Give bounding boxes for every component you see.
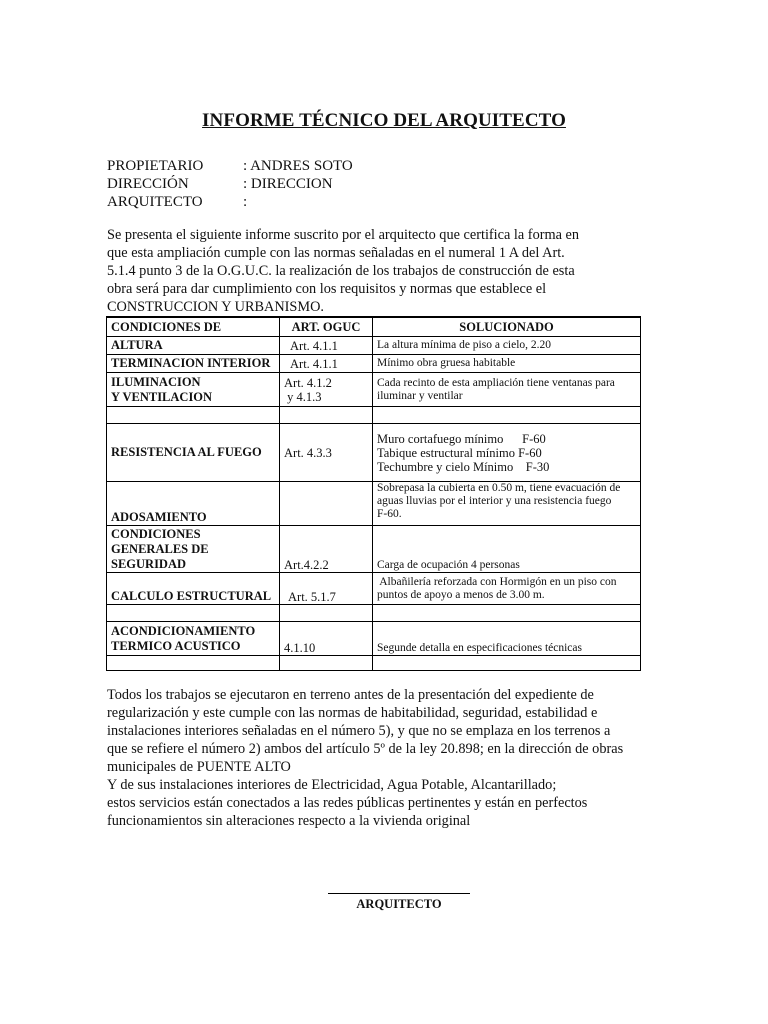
row-condition: CALCULO ESTRUCTURAL (107, 573, 280, 605)
header-art-oguc: ART. OGUC (280, 317, 373, 337)
closing-line: municipales de PUENTE ALTO (107, 759, 291, 775)
table-row (107, 337, 641, 355)
row-solution: Mínimo obra gruesa habitable (373, 355, 641, 373)
closing-line: instalaciones interiores señaladas en el número 5), y que no se emplaza en los terrenos a (107, 723, 611, 739)
row-article (280, 605, 373, 622)
field-value: : ANDRES SOTO (243, 158, 353, 174)
field-value: : (243, 194, 248, 210)
table-header-row (107, 317, 641, 337)
row-solution: Segunde detalla en especificaciones técnicas (373, 622, 641, 656)
closing-line: Y de sus instalaciones interiores de Electricidad, Agua Potable, Alcantarillado; (107, 777, 557, 793)
field-value: : DIRECCION (243, 176, 333, 192)
conditions-table (106, 316, 641, 671)
table-row (107, 482, 641, 526)
row-condition: ACONDICIONAMIENTO TERMICO ACUSTICO (107, 622, 280, 656)
row-article: 4.1.10 (280, 622, 373, 656)
table-row (107, 605, 641, 622)
intro-line: 5.1.4 punto 3 de la O.G.U.C. la realización de los trabajos de construcción de esta (107, 263, 575, 279)
row-article: Art. 5.1.7 (280, 573, 373, 605)
row-solution (373, 656, 641, 671)
row-solution: Cada recinto de esta ampliación tiene ventanas para iluminar y ventilar (373, 373, 641, 407)
table-row (107, 355, 641, 373)
row-solution: Sobrepasa la cubierta en 0.50 m, tiene evacuación de aguas lluvias por el interior y una resistencia fuego F-60. (373, 482, 641, 526)
table-row (107, 407, 641, 424)
field-label: DIRECCIÓN (107, 176, 189, 192)
row-condition: TERMINACION INTERIOR (107, 355, 280, 373)
table-row (107, 656, 641, 671)
table-row (107, 573, 641, 605)
row-condition: ILUMINACION Y VENTILACION (107, 373, 280, 407)
row-solution: La altura mínima de piso a cielo, 2.20 (373, 337, 641, 355)
field-label: PROPIETARIO (107, 158, 204, 174)
intro-line: obra será para dar cumplimiento con los requisitos y normas que establece el (107, 281, 547, 297)
document-title: INFORME TÉCNICO DEL ARQUITECTO (202, 110, 566, 131)
table-row (107, 424, 641, 482)
row-condition: CONDICIONES GENERALES DE SEGURIDAD (107, 526, 280, 573)
intro-line: que esta ampliación cumple con las normas señaladas en el numeral 1 A del Art. (107, 245, 565, 261)
header-solucionado: SOLUCIONADO (373, 317, 641, 337)
row-article: Art. 4.1.1 (280, 337, 373, 355)
signature-line (328, 893, 470, 894)
field-arquitecto (107, 193, 247, 211)
row-solution: Carga de ocupación 4 personas (373, 526, 641, 573)
row-article (280, 656, 373, 671)
row-condition: ADOSAMIENTO (107, 482, 280, 526)
row-solution (373, 605, 641, 622)
table-row (107, 373, 641, 407)
row-condition (107, 656, 280, 671)
table-row (107, 622, 641, 656)
field-propietario (107, 157, 353, 175)
closing-line: que se refiere el número 2) ambos del artículo 5º de la ley 20.898; en la dirección de obras (107, 741, 624, 757)
closing-line: funcionamientos sin alteraciones respecto a la vivienda original (107, 813, 471, 829)
row-article (280, 482, 373, 526)
row-solution: Muro cortafuego mínimo F-60 Tabique estructural mínimo F-60 Techumbre y cielo Mínimo F-30 (373, 424, 641, 482)
row-condition: ALTURA (107, 337, 280, 355)
row-condition (107, 407, 280, 424)
row-condition: RESISTENCIA AL FUEGO (107, 424, 280, 482)
row-article: Art. 4.3.3 (280, 424, 373, 482)
header-condiciones: CONDICIONES DE (107, 317, 280, 337)
intro-line: CONSTRUCCION Y URBANISMO. (107, 299, 324, 315)
row-solution (373, 407, 641, 424)
closing-line: regularización y este cumple con las normas de habitabilidad, seguridad, estabilidad e (107, 705, 598, 721)
row-article: Art. 4.1.2 y 4.1.3 (280, 373, 373, 407)
table-row (107, 526, 641, 573)
row-condition (107, 605, 280, 622)
row-article: Art.4.2.2 (280, 526, 373, 573)
closing-line: Todos los trabajos se ejecutaron en terreno antes de la presentación del expediente de (107, 687, 594, 703)
closing-line: estos servicios están conectados a las redes públicas pertinentes y están en perfectos (107, 795, 588, 811)
row-article (280, 407, 373, 424)
row-article: Art. 4.1.1 (280, 355, 373, 373)
signature-label: ARQUITECTO (356, 897, 442, 911)
field-label: ARQUITECTO (107, 194, 203, 210)
field-direccion (107, 175, 333, 193)
row-solution: Albañilería reforzada con Hormigón en un piso con puntos de apoyo a menos de 3.00 m. (373, 573, 641, 605)
intro-line: Se presenta el siguiente informe suscrito por el arquitecto que certifica la forma en (107, 227, 580, 243)
